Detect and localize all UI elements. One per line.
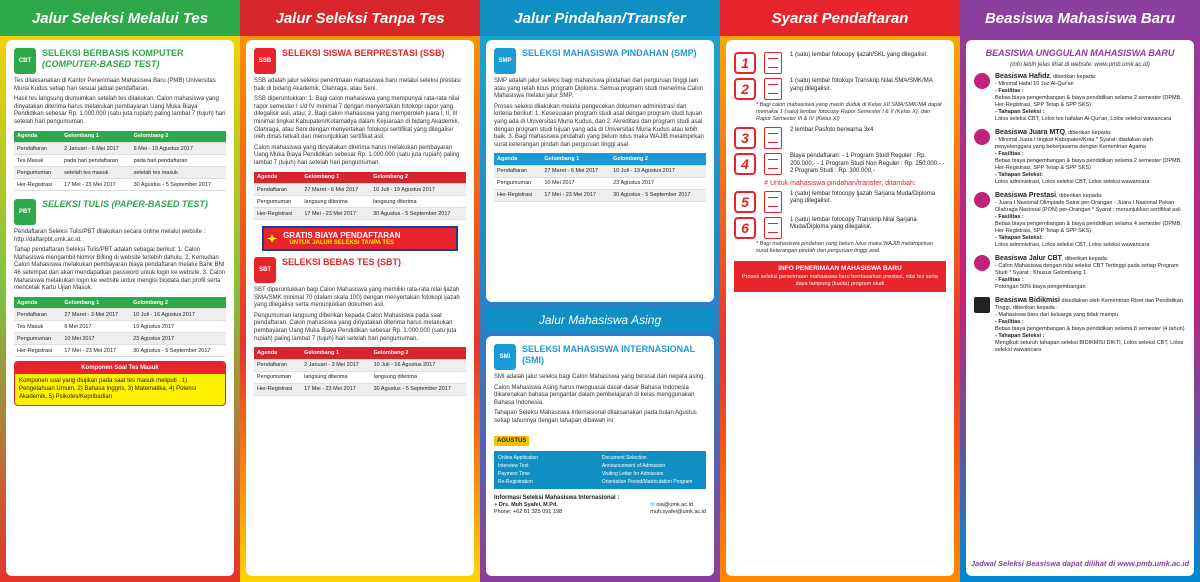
table-cell: Pendaftaran	[254, 359, 301, 371]
scholarship-detail: Lolos administrasi, Lolos seleksi CBT, Lolos seleksi wawancara	[995, 241, 1150, 248]
column-title: Beasiswa Mahasiswa Baru	[960, 0, 1200, 36]
scholarship-detail: - Tahapan Seleksi:	[995, 234, 1043, 241]
requirement-text: 1 (satu) lembar fotokopi Transkrip Nilai SMA/SMK/MA yang dilegalisir.	[790, 78, 933, 92]
contact-phone: Phone: +62 81 325 091 198	[494, 508, 563, 515]
scholarship-detail: - Tahapan Seleksi :	[995, 108, 1045, 115]
scholarship-intro: , diberikan kepada:	[1061, 255, 1109, 262]
smi-heading: SELEKSI MAHASISWA INTERNASIONAL (SMI)	[522, 344, 696, 365]
scholarship-detail: Mengikuti seluruh tahapan seleksi BIDIKMISI DIKTI, Lolos seleksi CBT, Lolos seleksi wawancara	[995, 339, 1184, 353]
table-cell: setelah tes masuk	[131, 167, 226, 179]
table-row	[14, 155, 226, 167]
sbt-heading: SELEKSI BEBAS TES (SBT)	[282, 257, 402, 268]
document-icon	[764, 191, 782, 213]
scholarship-detail: - Tahapan Seleksi :	[995, 332, 1045, 339]
table-cell: 10 Juli - 16 Agustus 2017	[371, 359, 466, 371]
requirement-text: 1 (satu) lembar fotocopy Ijazah/SKL yang dilegalisir.	[790, 52, 928, 58]
beasiswa-subheading: (info lebih jelas lihat di website: www.pmb.umk.ac.id)	[1010, 62, 1150, 68]
table-row	[254, 383, 466, 395]
trophy-icon: SSB	[254, 48, 276, 74]
scholarship-name: Beasiswa Jalur CBT	[995, 254, 1062, 262]
column-header: Agenda	[494, 153, 541, 165]
scholarship-title	[995, 129, 1186, 137]
schedule-table	[494, 153, 706, 202]
footer-note: Jadwal Seleksi Beasiswa dapat dilihat di www.pmb.umk.ac.id	[970, 559, 1190, 568]
column-header: Agenda	[14, 297, 61, 309]
table-cell: 10 Juli - 16 Agustus 2017	[130, 309, 226, 321]
requirement-text: 2 lembar Pasfoto berwarna 3x4	[790, 127, 874, 133]
column-header: Gelombang 2	[131, 131, 226, 143]
panel-smp	[486, 40, 714, 302]
requirement-text: Biaya pendaftaran: - 1 Program Studi Reguler : Rp. 200.000,- - 1 Program Studi Non Reguler : Rp. 250.000.- - 2 Program Studi : Rp. 300.000,-	[790, 153, 945, 175]
paragraph: Tahapan Seleksi Mahasiswa Internasional dilaksanakan pada bulan Agustus setiap tahunnya dengan tahapan dibawah ini:	[494, 410, 697, 424]
bidikmisi-logo	[974, 297, 990, 313]
mail-icon: ✉	[650, 501, 655, 508]
table-header-row	[14, 131, 226, 143]
document-icon	[764, 153, 782, 175]
mtq-icon	[974, 129, 990, 145]
table-cell: Pengumuman	[14, 333, 61, 345]
asing-title: Jalur Mahasiswa Asing	[486, 308, 714, 332]
requirement-text: 1 (satu) lembar fotocopy Transkrip Nilai Sarjana Muda/Diploma yang dilegalisir.	[790, 216, 917, 231]
paragraph: Tes dilaksanakan di Kantor Penerimaan Mahasiswa Baru (PMB) Universitas Muria Kudus setiap hari sesuai jadual pendaftaran.	[14, 78, 216, 92]
column-beasiswa	[960, 0, 1200, 582]
cbt-icon	[974, 255, 990, 271]
requirement-item	[734, 191, 946, 213]
number-badge: 5	[734, 191, 756, 213]
pbt-heading: SELEKSI TULIS (PAPER-BASED TEST)	[42, 199, 208, 210]
scholarship-detail: - Minimal Juara I tingkat Kabupaten/Kota * Syarat: diadakan oleh penyelenggara yang bekerjasama dengan Kementrian Agama	[995, 136, 1153, 150]
table-cell: 30 Agustus - 5 September 2017	[370, 208, 466, 220]
scholarship-text	[995, 192, 1186, 249]
schedule-table	[14, 131, 226, 192]
scholarship-detail: Lolos administrasi, Lolos seleksi CBT, Lolos seleksi wawancara	[995, 178, 1150, 185]
contact-name: Drs. Muh Syafei, M.Pd.	[498, 501, 558, 508]
gratis-title: GRATIS BIAYA PENDAFTARAN	[283, 231, 401, 241]
table-cell: Pengumuman	[254, 196, 301, 208]
table-cell: 10 Juli - 19 Agustus 2017	[370, 184, 466, 196]
scholarship-name: Beasiswa Juara MTQ	[995, 128, 1066, 136]
table-cell: 23 Agustus 2017	[130, 333, 226, 345]
table-cell: 30 Agustus - 5 September 2017	[131, 179, 226, 191]
transfer-icon: SMP	[494, 48, 516, 74]
table-header-row	[14, 297, 226, 309]
table-cell: 8 Mei - 19 Agustus 2017	[131, 143, 226, 155]
scholarship-detail: - Mahasiswa baru dari keluarga yang tidak mampu	[995, 311, 1119, 318]
table-cell: Her-Registrasi	[494, 189, 541, 201]
pindahan-note: # Untuk mahasiswa pindahan/transfer, ditambah:	[764, 179, 916, 187]
paragraph: SSB diperuntukkan: 1. Bagi calon mahasiswa yang mempunyai rata-rata nilai rapor semester I s/d IV minimal 7 dengan menyertakan fotokopi rapor yang dilegalisir asli, atau; 2. Bagi calon mahasiswa yang memperoleh juara I, II, III minimal tingkat Kabupaten/Kotamadya dalam Kejuaraan di bidang Akademik, Olahraga, atau Seni dengan menyertakan fotokopi sertifikat yang dilegalisir oleh dinas terkait dan menunjukkan sertifikat asli.	[254, 96, 460, 141]
number-badge: 2	[734, 78, 756, 100]
scholarship-detail: - Fasilitas :	[995, 213, 1024, 220]
contact-email[interactable]: oia@umk.ac.id	[656, 501, 693, 508]
column-header: Gelombang 2	[130, 297, 226, 309]
document-icon	[764, 52, 782, 74]
table-cell: Her-Registrasi	[14, 345, 61, 357]
column-title: Jalur Seleksi Tanpa Tes	[240, 0, 480, 36]
scholarship-detail: - Fasilitas :	[995, 276, 1024, 283]
table-row	[494, 189, 706, 201]
table-cell: pada hari pendaftaran	[131, 155, 226, 167]
column-tes	[0, 0, 240, 582]
table-cell: langsung diterima	[301, 196, 370, 208]
table-row	[14, 333, 226, 345]
column-pindahan	[480, 0, 720, 582]
scholarship-detail: Bebas biaya pengembangan & biaya pendidikan selama 8 semester (4 tahun)	[995, 325, 1185, 332]
number-badge: 3	[734, 127, 756, 149]
requirement-note: * Bagi calon mahasiswa yang masih duduk di Kelas XII SMA/SMK/MA dapat memakai 1 (satu) lembar fotocopy Rapor Semester I & II (Kelas X), dan Rapor Semester III & IV (Kelas XI)	[756, 102, 942, 122]
document-icon	[764, 78, 782, 100]
table-cell: 19 Agustus 2017	[130, 321, 226, 333]
table-cell: Pengumuman	[254, 371, 301, 383]
step-item: Online Application	[498, 454, 539, 461]
scholarship-title	[995, 192, 1186, 200]
panel	[966, 40, 1194, 576]
panel	[246, 40, 474, 576]
scholarship-detail: - Fasilitas :	[995, 87, 1024, 94]
scholarship-detail: - Fasilitas :	[995, 150, 1024, 157]
table-cell: pada hari pendaftaran	[61, 155, 131, 167]
step-item: Visiting Letter for Admission	[601, 470, 664, 477]
scholarship-item	[974, 73, 1186, 123]
scholarship-item	[974, 297, 1186, 354]
scholarship-detail: Potongan 50% biaya pengembangan	[995, 283, 1086, 290]
agustus-tag: AGUSTUS	[494, 436, 529, 446]
scholarship-title	[995, 73, 1186, 81]
info-text: Proses seleksi penerimaan mahasiswa baru berdasarkan prestasi, nilai tes serta daya tampung (kuota) program studi	[742, 273, 938, 287]
paragraph: Calon mahasiswa yang dinyatakan diterima harus melakukan pembayaran Uang Muka Biaya Pendidikan sebesar Rp. 1.000.000 (satu juta rupiah) paling lambat 7 (tujuh) hari setelah hari pengumuman.	[254, 144, 460, 166]
table-cell: Pendaftaran	[494, 165, 541, 177]
paragraph: SSB adalah jalur seleksi penerimaan mahasiswa baru melalui seleksi prestasi baik di bidang Akademik, Olahraga, atau Seni.	[254, 78, 461, 92]
requirement-item	[734, 78, 946, 100]
table-cell: Pendaftaran	[14, 309, 61, 321]
table-cell: 17 Mei - 23 Mei 2017	[61, 345, 130, 357]
panel	[726, 40, 954, 576]
table-cell: 27 Maret - 6 Mei 2017	[541, 165, 610, 177]
requirement-item	[734, 127, 946, 149]
schedule-table	[254, 347, 466, 396]
number-badge: 4	[734, 153, 756, 175]
arrow-icon: SBT	[254, 257, 276, 283]
paragraph: SMI adalah jalur seleksi bagi Calon Mahasiswa yang berasal dari negara asing.	[494, 374, 706, 380]
table-row	[494, 177, 706, 189]
step-item: Document Selection	[601, 454, 647, 461]
table-header-row	[254, 172, 466, 184]
gratis-subtitle: UNTUK JALUR SELEKSI TANPA TES	[289, 240, 395, 247]
paragraph: SBT diperuntukkan bagi Calon Mahasiswa yang memiliki rata-rata nilai Ijazah SMA/SMK minimal 70 (dalam skala 100) dengan menyertakan fotokopi ijazah yang dilegalisir serta menunjukkan dokumen asli.	[254, 287, 460, 309]
scholarship-intro: , diberikan kepada:	[1056, 192, 1103, 199]
column-header: Gelombang 2	[370, 172, 466, 184]
step-item: Interview Test	[498, 462, 529, 469]
column-header: Gelombang 2	[610, 153, 706, 165]
table-cell: 27 Maret - 3 Mei 2017	[61, 309, 130, 321]
cbt-heading: SELEKSI BERBASIS KOMPUTER	[42, 48, 184, 58]
table-cell: 30 Agustus - 5 September 2017	[610, 189, 706, 201]
requirement-note: * Bagi mahasiswa pindahan yang belum lulus maka WAJIB melampirkan surat keterangan pindah dari perguruan tinggi asal.	[756, 240, 933, 254]
table-cell: Tes Masuk	[14, 321, 61, 333]
number-badge: 1	[734, 52, 756, 74]
scholarship-detail: Bebas biaya pengembangan & biaya pendidikan selama 2 semester (DPMB, Her-Registrasi, SPP Tetap & SPP SKS)	[995, 94, 1182, 108]
column-title: Jalur Seleksi Melalui Tes	[0, 0, 240, 36]
table-cell: Her-Registrasi	[254, 383, 301, 395]
gratis-banner	[262, 226, 458, 251]
smp-heading: SELEKSI MAHASISWA PINDAHAN (SMP)	[522, 48, 697, 58]
column-header: Gelombang 1	[61, 297, 130, 309]
info-box	[734, 261, 946, 292]
scholarship-text	[995, 297, 1186, 354]
komponen-box	[14, 361, 226, 406]
table-cell: Tes Masuk	[14, 155, 61, 167]
table-cell: setelah tes masuk	[61, 167, 131, 179]
table-cell: Pendaftaran	[254, 184, 301, 196]
scholarship-intro: , diberikan kepada:	[1065, 129, 1112, 136]
table-cell: 10 Mei 2017	[61, 333, 130, 345]
table-row	[254, 196, 466, 208]
paragraph: Pendaftaran Seleksi Tulis/PBT dilakukan secara online melalui website : http://daftarpbt.umk.ac.id.	[14, 229, 206, 243]
paragraph: Pengumuman langsung diberikan kepada Calon Mahasiswa pada saat pendaftaran. Calon mahasiswa yang dinyatakan diterima harus melakukan pembayaran Uang Muka Biaya Pendidikan sebesar Rp. 1.000.000 (satu juta rupiah) paling lambat 7 (tujuh) hari setelah hari pengumuman.	[254, 312, 457, 342]
scholarship-item	[974, 255, 1186, 291]
table-header-row	[494, 153, 706, 165]
column-header: Gelombang 1	[61, 131, 131, 143]
table-cell: 17 Mei - 23 Mei 2017	[301, 383, 371, 395]
step-item: Announcement of Admission	[601, 462, 666, 469]
column-header: Gelombang 1	[301, 172, 370, 184]
table-cell: 2 Januari - 3 Mei 2017	[301, 359, 371, 371]
lightbulb-icon: ✦	[267, 231, 278, 246]
beasiswa-heading: BEASISWA UNGGULAN MAHASISWA BARU	[985, 48, 1175, 58]
step-item: Payment Time	[498, 470, 530, 477]
table-row	[14, 321, 226, 333]
paragraph: Tahap pendaftaran Seleksi Tulis/PBT adalah sebagai berikut: 1. Calon Mahasiswa mengambil Nomor Billing di website terlebih dahulu. 2. Kemudian Calon Mahasiswa melakukan pembayaran biaya pendaftaran melalui Bank BNI 46 setempat dan akan mendapatkan password untuk login ke website. 3. Calon Mahasiswa melakukan login ke website untuk mengisi biodata dan profil serta mencetak Kartu Ujian Masuk.	[14, 247, 226, 292]
table-row	[14, 143, 226, 155]
table-cell: langsung diterima	[370, 196, 466, 208]
scholarship-detail: Lolos seleksi CBT, Lolos tes hafalan Al-Qur'an, Lolos seleksi wawancara	[995, 115, 1172, 122]
scholarship-item	[974, 129, 1186, 186]
schedule-table	[14, 297, 226, 358]
paragraph: Proses seleksi dilakukan melalui pengecekan dokumen administrasi dan kriteria berikut: 1. Kesesuaian program studi asal dengan program studi tujuan yang ada di Universitas Muria Kudus, dan 2. Akreditasi dan program studi asal dengan program studi tujuan yang ada di Universitas Muria Kudus atau lebih baik. 3. Bagi mahasiswa pindahan yang belum lulus maka WAJIB melampirkan surat keterangan pindah dari perguruan tinggi asal.	[494, 103, 704, 148]
column-header: Agenda	[254, 347, 301, 359]
scholarship-name: Beasiswa Bidikmisi	[995, 296, 1060, 304]
table-cell: 10 Mei 2017	[541, 177, 610, 189]
quran-icon	[974, 73, 990, 89]
scholarship-detail: Bebas biaya pengembangan & biaya pendidikan selama 4 semester (DPMB, Her-Registrasi, SPP Tetap & SPP SKS)	[995, 220, 1182, 234]
column-header: Gelombang 1	[301, 347, 371, 359]
scholarship-title	[995, 255, 1186, 263]
table-row	[14, 179, 226, 191]
table-cell: Pengumuman	[14, 167, 61, 179]
step-item: Re-Registration	[498, 478, 533, 485]
table-cell: Pengumuman	[494, 177, 541, 189]
panel	[6, 40, 234, 576]
komponen-text: Komponen soal yang diujikan pada saat tes masuk meliputi : 1) Pengetahuan Umum, 2) Bahasa Inggris, 3) Matematika, 4) Potensi Akademik, 5) Psikotes/Kepribadian	[19, 378, 197, 401]
column-header: Gelombang 1	[541, 153, 610, 165]
column-header: Gelombang 2	[371, 347, 466, 359]
table-cell: Her-Registrasi	[14, 179, 61, 191]
table-cell: 17 Mei - 23 Mei 2017	[541, 189, 610, 201]
requirement-item	[734, 217, 946, 239]
table-cell: 17 Mei - 23 Mei 2017	[61, 179, 131, 191]
medal-icon	[974, 192, 990, 208]
contact-email[interactable]: muh.syafei@umk.ac.id	[650, 508, 706, 515]
table-row	[254, 359, 466, 371]
scholarship-detail: - Fasilitas :	[995, 318, 1024, 325]
scholarship-name: Beasiswa Prestasi	[995, 191, 1057, 199]
info-title: INFO PENERIMAAN MAHASISWA BARU	[778, 264, 902, 272]
column-header: Agenda	[14, 131, 61, 143]
requirement-text: 1 (satu) lembar fotocopy Ijazah Sarjana Muda/Diploma yang dilegalisir.	[790, 190, 936, 205]
schedule-table	[254, 172, 466, 221]
requirement-item	[734, 153, 946, 176]
steps-list	[494, 451, 706, 489]
scholarship-text	[995, 255, 1186, 291]
column-title: Jalur Pindahan/Transfer	[480, 0, 720, 36]
panel-smi	[486, 336, 714, 576]
number-badge: 6	[734, 217, 756, 239]
scholarship-text	[995, 129, 1186, 186]
scholarship-detail: - Minimal Hafal 10 Juz Al-Qur'an	[995, 80, 1074, 87]
ssb-heading: SELEKSI SISWA BERPRESTASI (SSB)	[282, 48, 445, 58]
scholarship-detail: - Juara I Nasional Olimpiade Sains per-Orangan - Juara I Nasional Pekan Olahraga Nasional (PON) per-Orangan * Syarat : menunjukkan sertifikat asli	[995, 199, 1181, 213]
scholarship-intro: disediakan oleh Kementrian Riset dan Pendidikan Tinggi, diberikan kepada :	[995, 297, 1183, 311]
table-cell: Her-Registrasi	[254, 208, 301, 220]
table-row	[254, 208, 466, 220]
computer-icon: CBT	[14, 48, 36, 74]
table-cell: Pendaftaran	[14, 143, 61, 155]
table-cell: 30 Agustus - 5 September 2017	[371, 383, 466, 395]
person-icon: ●	[494, 501, 498, 508]
globe-icon: SMI	[494, 344, 516, 370]
table-row	[14, 167, 226, 179]
komponen-title: Komponen Soal Tes Masuk	[15, 362, 225, 374]
table-cell: 17 Mei - 23 Mei 2017	[301, 208, 370, 220]
requirement-item	[734, 52, 946, 74]
contact	[494, 495, 706, 516]
table-cell: langsung diterima	[301, 371, 371, 383]
scholarship-item	[974, 192, 1186, 249]
table-row	[14, 345, 226, 357]
table-cell: 10 Juli - 19 Agustus 2017	[610, 165, 706, 177]
scholarship-intro: , diberikan kepada:	[1049, 73, 1097, 80]
document-icon	[764, 127, 782, 149]
table-cell: 30 Agustus - 5 September 2017	[130, 345, 226, 357]
paragraph: Hasil tes langsung diumumkan setelah tes dilakukan. Calon mahasiswa yang dinyatakan diterima harus melakukan pembayaran Uang Muka Biaya Pendidikan sebesar Rp. 1.000.000 (satu juta rupiah) paling lambat 7 (tujuh) hari setelah hari pengumuman.	[14, 96, 226, 125]
paragraph: SMP adalah jalur seleksi bagi mahasiswa pindahan dari perguruan tinggi lain atau yang telah lulus program Diploma. Semua program studi menerima Calon Mahasiswa melalui jalur SMP.	[494, 78, 704, 100]
table-header-row	[254, 347, 466, 359]
table-row	[14, 309, 226, 321]
table-row	[254, 371, 466, 383]
table-cell: 23 Agustus 2017	[610, 177, 706, 189]
paragraph: Calon Mahasiswa Asing harus menguasai dasar-dasar Bahasa Indonesia dikarenakan bahasa pengantar dalam pembelajaran di kelas menggunakan Bahasa Indonesia.	[494, 384, 695, 406]
column-tanpa-tes	[240, 0, 480, 582]
scholarship-detail: - Tahapan Seleksi:	[995, 171, 1043, 178]
scholarship-detail: - Calon Mahasiswa dengan nilai seleksi CBT Tertinggi pada setiap Program Studi * Syarat : Khusus Gelombang 1	[995, 262, 1179, 276]
table-cell: langsung diterima	[371, 371, 466, 383]
scholarship-text	[995, 73, 1186, 123]
column-syarat	[720, 0, 960, 582]
table-cell: 2 Januari - 6 Mei 2017	[61, 143, 131, 155]
table-cell: 6 Mei 2017	[61, 321, 130, 333]
scholarship-name: Beasiswa Hafidz	[995, 72, 1050, 80]
column-title: Syarat Pendaftaran	[720, 0, 960, 36]
table-cell: 27 Maret - 6 Mei 2017	[301, 184, 370, 196]
step-item: Orientation Period/Matriculation Program	[601, 478, 693, 485]
document-icon	[764, 217, 782, 239]
table-row	[254, 184, 466, 196]
scholarship-title	[995, 297, 1186, 312]
table-row	[494, 165, 706, 177]
paper-icon: PBT	[14, 199, 36, 225]
cbt-subheading: (COMPUTER-BASED TEST)	[42, 59, 160, 69]
column-header: Agenda	[254, 172, 301, 184]
contact-title: Informasi Seleksi Mahasiswa Internasional :	[494, 494, 620, 501]
scholarship-detail: Bebas biaya pengembangan & biaya pendidikan selama 2 semester (DPMB, Her-Registrasi, SPP Tetap & SPP SKS)	[995, 157, 1182, 171]
